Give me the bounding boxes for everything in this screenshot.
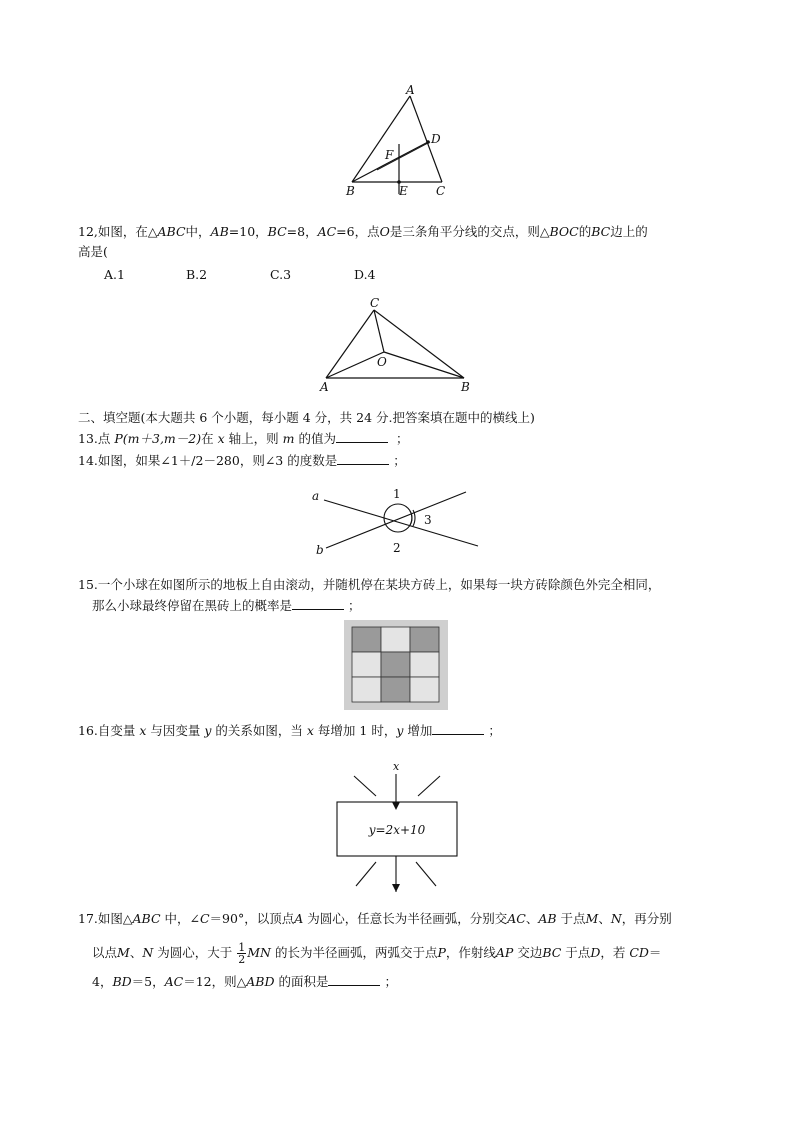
question-12-line-1: [78, 223, 648, 241]
answer-blank[interactable]: [336, 430, 388, 443]
q13-text: ；: [395, 431, 409, 446]
label-e: E: [399, 184, 408, 198]
label-b: B: [461, 380, 470, 394]
question-15-line-1: 15.一个小球在如图所示的地板上自由滚动，并随机停在某块方砖上，如果每一块方砖除颜色外完全相同，: [78, 577, 661, 592]
label-c: C: [370, 296, 380, 310]
figure-triangle-abc-def: [330, 82, 470, 204]
q17-text: 的面积是: [274, 974, 329, 989]
q17-text: 于点: [556, 911, 586, 926]
q17-var: D: [590, 945, 601, 960]
q17-var: N: [610, 911, 622, 926]
q17-var: CD: [629, 945, 649, 960]
q12-option-c: C.3: [270, 267, 292, 282]
q17-text: ＝12，则△: [183, 974, 247, 989]
q12-text: =10，: [228, 224, 268, 239]
label-o: O: [377, 355, 387, 369]
q17-text: ，再分别: [621, 911, 672, 926]
q17-var: AC: [164, 974, 184, 989]
tile-light: [410, 652, 439, 677]
input-x-label: x: [393, 760, 400, 773]
label-c: C: [436, 184, 446, 198]
q16-var: y: [204, 723, 212, 738]
q12-var: O: [379, 224, 390, 239]
fraction-denominator: 2: [238, 953, 246, 966]
q12-var: BC: [267, 224, 287, 239]
q13-text: 在: [201, 431, 218, 446]
q12-var: BOC: [549, 224, 579, 239]
question-13: [78, 430, 408, 448]
q17-var: AP: [495, 945, 514, 960]
tile-light: [352, 652, 381, 677]
q17-var: P: [437, 945, 446, 960]
q17-var: BC: [542, 945, 562, 960]
q12-option-b: B.2: [186, 267, 208, 282]
q16-text: 每增加 1 时，: [313, 723, 397, 738]
question-14: [78, 452, 406, 470]
q13-var: m: [282, 431, 295, 446]
q17-text: ，若: [600, 945, 630, 960]
label-d: D: [431, 132, 441, 146]
q17-text: 为圆心，任意长为半径画弧，分别交: [303, 911, 508, 926]
q12-text: 的: [578, 224, 592, 239]
label-a: A: [406, 83, 415, 97]
q16-text: 增加: [403, 723, 433, 738]
q17-text: 以点: [92, 945, 118, 960]
q12-text: 边上的: [610, 224, 648, 239]
q17-var: ABD: [246, 974, 275, 989]
tile-dark: [352, 627, 381, 652]
q13-text: 的值为: [294, 431, 336, 446]
q13-text: 轴上，则: [224, 431, 283, 446]
q16-var: x: [306, 723, 314, 738]
q17-text: ＝: [648, 945, 662, 960]
q12-var: ABC: [157, 224, 186, 239]
q17-text: 、: [525, 911, 539, 926]
q16-text: 16.自变量: [78, 723, 140, 738]
q12-number: 12,: [78, 224, 98, 239]
tile-light: [410, 677, 439, 702]
formula-label: y=2x+10: [368, 823, 426, 837]
answer-blank[interactable]: [337, 452, 389, 465]
tile-dark: [410, 627, 439, 652]
q17-text: 中，∠: [160, 911, 200, 926]
q12-text: 是三条角平分线的交点，则△: [389, 224, 550, 239]
q16-text: 与因变量: [146, 723, 205, 738]
q12-option-a: A.1: [104, 267, 125, 282]
q17-text: 17.如图△: [78, 911, 133, 926]
q17-text: 交边: [513, 945, 543, 960]
q17-text: 为圆心，大于: [153, 945, 237, 960]
answer-blank[interactable]: [328, 973, 380, 986]
q15-text: ；: [348, 598, 361, 613]
q14-text: 14.如图，如果∠1＋/2－280，则∠3 的度数是: [78, 453, 338, 468]
q17-var: A: [294, 911, 304, 926]
label-b: B: [346, 184, 355, 198]
q17-text: ，作射线: [445, 945, 496, 960]
q17-text: ；: [384, 974, 397, 989]
q17-text: ＝90°，以顶点: [209, 911, 295, 926]
q17-text: 于点: [561, 945, 591, 960]
tile-light: [352, 677, 381, 702]
q17-var: AC: [507, 911, 526, 926]
fraction-numerator: 1: [238, 941, 246, 954]
q17-var: C: [199, 911, 210, 926]
label-line-b: b: [316, 543, 324, 557]
label-angle-2: 2: [393, 541, 401, 555]
label-angle-1: 1: [393, 487, 401, 501]
q12-var: AC: [317, 224, 337, 239]
q13-var: P: [114, 431, 123, 446]
q16-text: ；: [488, 723, 501, 738]
q17-var: MN: [247, 945, 271, 960]
q17-var: N: [142, 945, 154, 960]
figure-triangle-abc-o: [314, 294, 484, 398]
label-a: A: [320, 380, 329, 394]
q14-text: ；: [393, 453, 406, 468]
question-17-line-3: [92, 973, 397, 991]
answer-blank[interactable]: [292, 597, 344, 610]
label-line-a: a: [312, 489, 320, 503]
q12-var: BC: [591, 224, 611, 239]
q16-text: 的关系如图，当: [211, 723, 307, 738]
question-17-line-2: [92, 942, 661, 965]
q17-text: 、: [129, 945, 143, 960]
q12-text: =6，点: [336, 224, 380, 239]
q16-var: x: [139, 723, 147, 738]
figure-tile-floor: [344, 620, 448, 710]
q17-var: ABC: [132, 911, 161, 926]
q17-text: 4，: [92, 974, 113, 989]
q12-option-d: D.4: [354, 267, 376, 282]
q12-text: =8，: [286, 224, 318, 239]
answer-blank[interactable]: [432, 722, 484, 735]
question-16: [78, 722, 501, 740]
q12-text: 如图，在△: [97, 224, 158, 239]
q17-text: 、: [598, 911, 611, 926]
q17-var: BD: [112, 974, 132, 989]
section-2-heading: 二、填空题(本大题共 6 个小题，每小题 4 分，共 24 分.把答案填在题中的横线上): [78, 410, 535, 425]
tile-light: [381, 627, 410, 652]
q17-text: 的长为半径画弧，两弧交于点: [270, 945, 438, 960]
q17-var: AB: [538, 911, 557, 926]
q16-var: y: [396, 723, 404, 738]
q17-var: M: [585, 911, 599, 926]
question-17-line-1: [78, 910, 672, 928]
q12-text: 中，: [185, 224, 211, 239]
label-angle-3: 3: [424, 513, 432, 527]
question-12-line-2: 高是(: [78, 244, 108, 259]
figure-function-machine: [326, 756, 470, 896]
q15-text: 那么小球最终停留在黑砖上的概率是: [92, 598, 293, 613]
q12-var: AB: [210, 224, 229, 239]
tile-dark: [381, 677, 410, 702]
q17-text: ＝5，: [131, 974, 165, 989]
fraction-one-half: [237, 942, 246, 965]
label-f: F: [385, 148, 394, 162]
q13-var: (m＋3,m－2): [122, 431, 202, 446]
q17-var: M: [117, 945, 130, 960]
q13-text: 13.点: [78, 431, 115, 446]
question-15-line-2: [92, 597, 361, 615]
tile-dark: [381, 652, 410, 677]
figure-intersecting-lines: [306, 484, 486, 560]
q13-var: x: [217, 431, 225, 446]
